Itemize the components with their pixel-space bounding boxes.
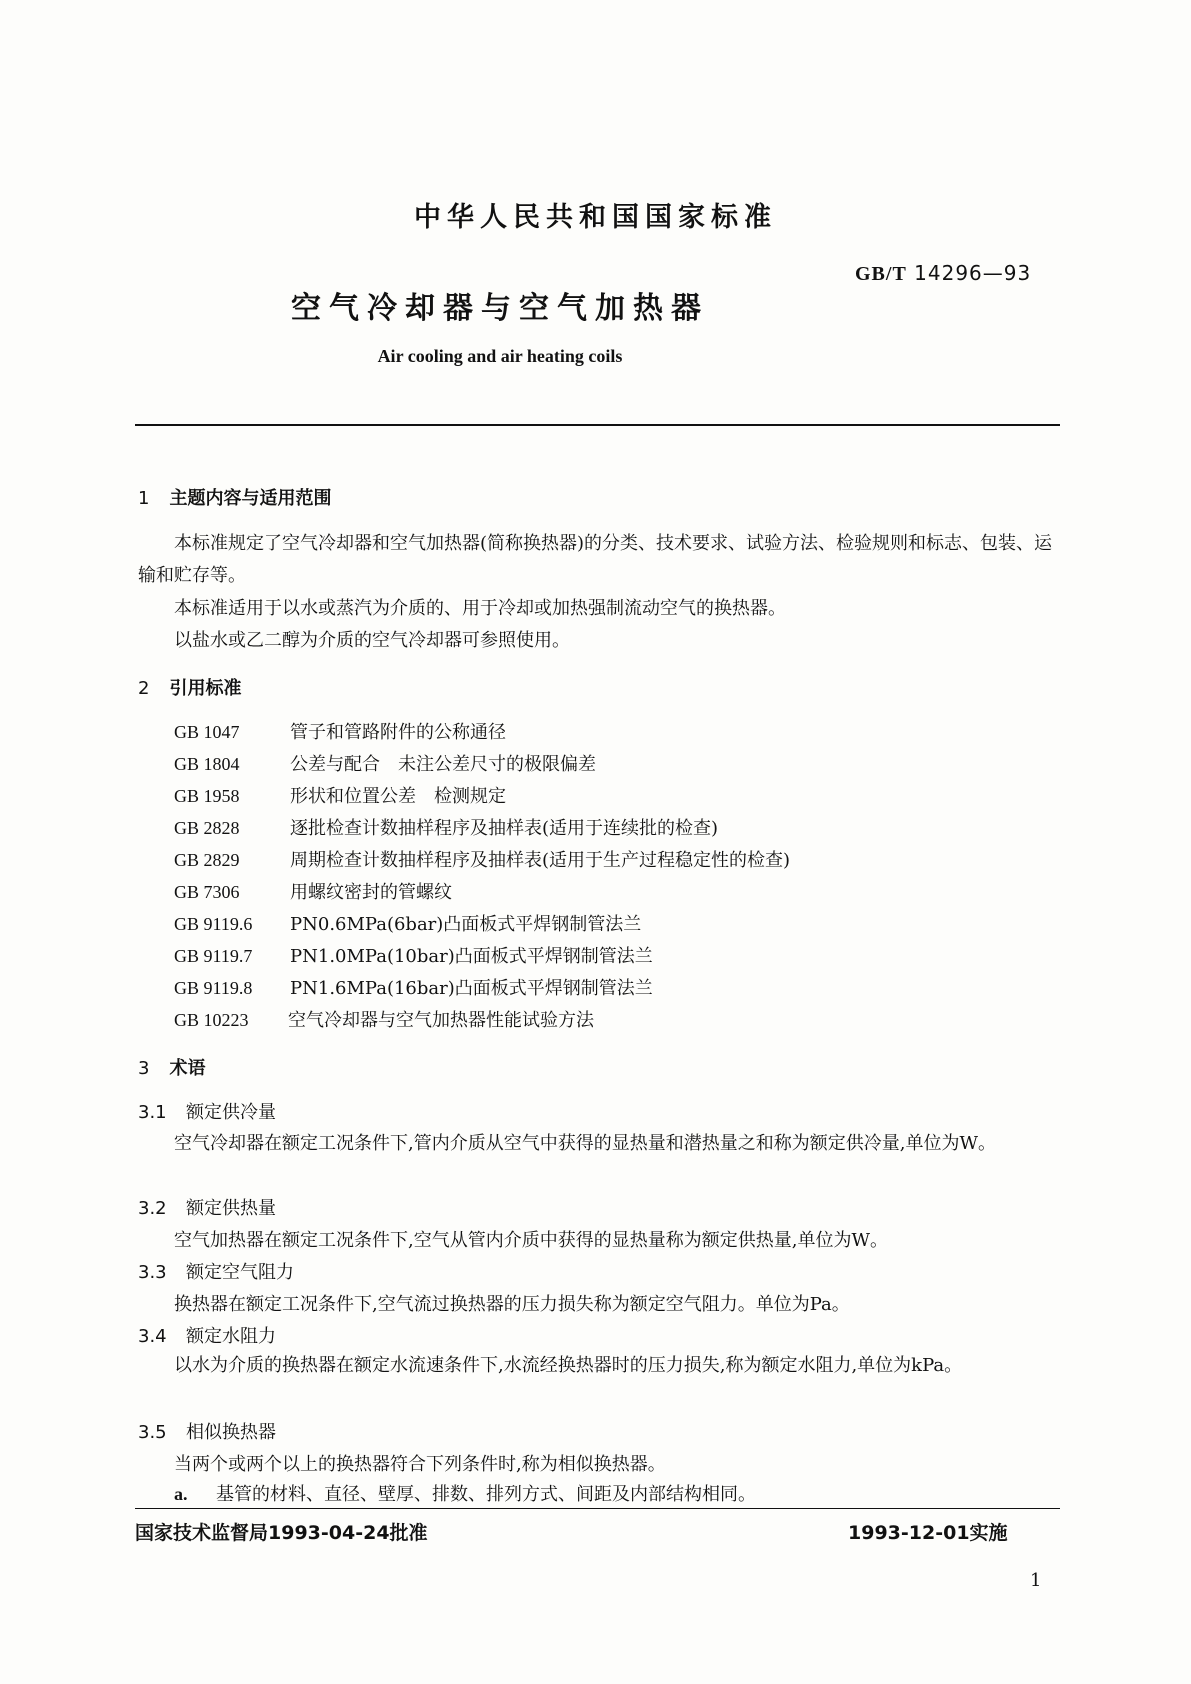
reference-item: GB 9119.8 PN1.6MPa(16bar)凸面板式平焊钢制管法兰 bbox=[174, 978, 653, 999]
document-title: 空气冷却器与空气加热器 bbox=[291, 291, 709, 326]
list-item-a bbox=[174, 1480, 756, 1506]
reference-item: GB 1958 形状和位置公差 检测规定 bbox=[174, 786, 506, 807]
term-3-3-heading: 3.3 额定空气阻力 bbox=[138, 1262, 294, 1283]
document-subtitle-en: Air cooling and air heating coils bbox=[377, 346, 623, 366]
section-1-paragraph-1: 本标准规定了空气冷却器和空气加热器(简称换热器)的分类、技术要求、试验方法、检验规则和标志、包装、运输和贮存等。 bbox=[138, 533, 1053, 586]
term-3-5-text: 当两个或两个以上的换热器符合下列条件时,称为相似换热器。 bbox=[174, 1454, 666, 1475]
section-1-paragraph-2: 本标准适用于以水或蒸汽为介质的、用于冷却或加热强制流动空气的换热器。 bbox=[174, 598, 786, 619]
reference-item: GB 2828 逐批检查计数抽样程序及抽样表(适用于连续批的检查) bbox=[174, 818, 719, 839]
footer-divider bbox=[135, 1508, 1060, 1509]
term-3-4-heading: 3.4 额定水阻力 bbox=[138, 1326, 276, 1347]
national-standard-heading: 中华人民共和国国家标准 bbox=[414, 202, 777, 233]
section-1-heading: 1 主题内容与适用范围 bbox=[138, 488, 332, 509]
section-1-title: 主题内容与适用范围 bbox=[169, 488, 332, 509]
reference-item: GB 10223 空气冷却器与空气加热器性能试验方法 bbox=[174, 1010, 594, 1031]
page-number: 1 bbox=[1030, 1570, 1042, 1591]
approval-date: 国家技术监督局1993-04-24批准 bbox=[135, 1522, 428, 1544]
header-divider bbox=[135, 424, 1060, 426]
term-3-1-heading: 3.1 额定供冷量 bbox=[138, 1102, 276, 1123]
standard-code-number: 14296—93 bbox=[914, 261, 1032, 285]
reference-item: GB 1804 公差与配合 未注公差尺寸的极限偏差 bbox=[174, 754, 596, 775]
standard-code-prefix: GB/T bbox=[855, 263, 907, 285]
term-3-1-text: 空气冷却器在额定工况条件下,管内介质从空气中获得的显热量和潜热量之和称为额定供冷量,单位为W。 bbox=[174, 1133, 996, 1154]
section-2-title: 引用标准 bbox=[169, 678, 242, 699]
list-item-a-label: a. bbox=[174, 1484, 188, 1504]
term-3-2-text: 空气加热器在额定工况条件下,空气从管内介质中获得的显热量称为额定供热量,单位为W。 bbox=[174, 1230, 888, 1251]
section-1-paragraph-3: 以盐水或乙二醇为介质的空气冷却器可参照使用。 bbox=[174, 630, 570, 651]
reference-item: GB 9119.7 PN1.0MPa(10bar)凸面板式平焊钢制管法兰 bbox=[174, 946, 653, 967]
term-3-2-heading: 3.2 额定供热量 bbox=[138, 1198, 276, 1219]
term-3-4-text: 以水为介质的换热器在额定水流速条件下,水流经换热器时的压力损失,称为额定水阻力,单位为kPa。 bbox=[174, 1355, 963, 1376]
section-2-heading: 2 引用标准 bbox=[138, 678, 242, 699]
section-3-heading: 3 术语 bbox=[138, 1058, 206, 1079]
effective-date: 1993-12-01实施 bbox=[848, 1522, 1008, 1544]
reference-item: GB 1047 管子和管路附件的公称通径 bbox=[174, 722, 506, 743]
reference-item: GB 2829 周期检查计数抽样程序及抽样表(适用于生产过程稳定性的检查) bbox=[174, 850, 791, 871]
section-3-title: 术语 bbox=[169, 1058, 206, 1079]
reference-item: GB 9119.6 PN0.6MPa(6bar)凸面板式平焊钢制管法兰 bbox=[174, 914, 642, 935]
term-3-5-heading: 3.5 相似换热器 bbox=[138, 1422, 276, 1443]
reference-item: GB 7306 用螺纹密封的管螺纹 bbox=[174, 882, 452, 903]
term-3-3-text: 换热器在额定工况条件下,空气流过换热器的压力损失称为额定空气阻力。单位为Pa。 bbox=[174, 1294, 850, 1315]
list-item-a-text: 基管的材料、直径、壁厚、排数、排列方式、间距及内部结构相同。 bbox=[216, 1484, 756, 1505]
